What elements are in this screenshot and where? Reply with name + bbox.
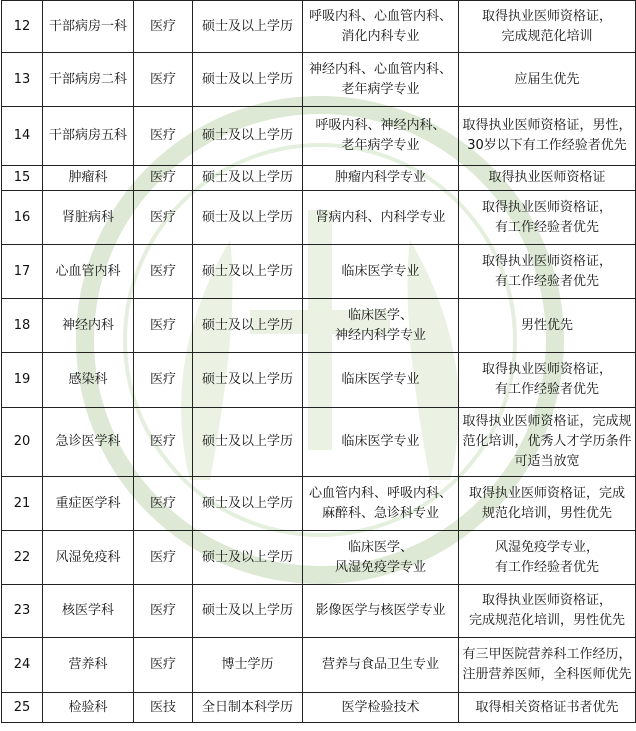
- education-cell: 硕士及以上学历: [193, 53, 303, 107]
- category-cell: 医疗: [134, 408, 193, 477]
- major-cell-line: 神经内科学专业: [334, 327, 426, 343]
- requirement-cell: [459, 531, 636, 585]
- education-cell: 硕士及以上学历: [193, 245, 303, 299]
- table-row: [2, 53, 636, 107]
- department-cell: 干部病房二科: [43, 53, 134, 107]
- education-cell: 硕士及以上学历: [193, 299, 303, 353]
- requirement-cell-line: 取得执业医师资格证，男性，: [462, 118, 632, 133]
- requirement-cell-line: 可适当放宽: [514, 454, 580, 469]
- category-cell: 医疗: [134, 53, 193, 107]
- table-row: [2, 299, 636, 353]
- major-cell: [303, 53, 459, 107]
- table-row: [2, 353, 636, 408]
- row-number-cell: 21: [2, 477, 43, 531]
- requirement-cell-line: 取得执业医师资格证，: [481, 593, 612, 608]
- row-number-cell: 22: [2, 531, 43, 585]
- category-cell: 医疗: [134, 245, 193, 299]
- requirement-cell: [459, 353, 636, 408]
- major-cell: [303, 299, 459, 353]
- major-cell-line: 神经内科、心血管内科、: [308, 61, 452, 77]
- major-cell: [303, 477, 459, 531]
- requirement-cell: [459, 299, 636, 353]
- table-row: [2, 531, 636, 585]
- requirement-cell-line: 取得执业医师资格证: [488, 170, 606, 185]
- table-row: [2, 1, 636, 53]
- table-row: [2, 638, 636, 693]
- major-cell-line: 营养与食品卫生专业: [321, 657, 439, 672]
- education-cell: 硕士及以上学历: [193, 408, 303, 477]
- table-row: [2, 693, 636, 723]
- department-cell: 神经内科: [43, 299, 134, 353]
- education-cell: 硕士及以上学历: [193, 531, 303, 585]
- major-cell-line: 麻醉科、急诊科专业: [321, 505, 439, 521]
- requirement-cell: [459, 638, 636, 693]
- requirement-cell: [459, 693, 636, 723]
- table-row: [2, 477, 636, 531]
- department-cell: 重症医学科: [43, 477, 134, 531]
- major-cell-line: 肾病内科、内科学专业: [315, 209, 446, 225]
- department-cell: 风湿免疫科: [43, 531, 134, 585]
- requirement-cell-line: 取得执业医师资格证，: [481, 8, 612, 24]
- major-cell-line: 心血管内科、呼吸内科、: [308, 485, 452, 501]
- category-cell: 医疗: [134, 353, 193, 408]
- requirement-cell-line: 有工作经验者优先: [494, 219, 599, 235]
- education-cell: 硕士及以上学历: [193, 166, 303, 191]
- table-row: [2, 245, 636, 299]
- education-cell: 硕士及以上学历: [193, 477, 303, 531]
- major-cell-line: 肿瘤内科学专业: [334, 170, 426, 185]
- education-cell: 硕士及以上学历: [193, 353, 303, 408]
- requirement-cell: [459, 107, 636, 166]
- department-cell: 核医学科: [43, 585, 134, 638]
- major-cell: [303, 166, 459, 191]
- row-number-cell: 18: [2, 299, 43, 353]
- requirement-cell-line: 有工作经验者优先: [494, 273, 599, 289]
- category-cell: 医疗: [134, 191, 193, 245]
- requirement-cell: [459, 191, 636, 245]
- table-row: [2, 107, 636, 166]
- major-cell-line: 临床医学、: [347, 539, 413, 555]
- requirement-cell-line: 完成规范化培训，男性优先: [468, 613, 625, 628]
- major-cell-line: 风湿免疫学专业: [334, 559, 426, 575]
- category-cell: 医疗: [134, 107, 193, 166]
- department-cell: 心血管内科: [43, 245, 134, 299]
- requirement-cell: [459, 477, 636, 531]
- category-cell: 医技: [134, 693, 193, 723]
- category-cell: 医疗: [134, 531, 193, 585]
- department-cell: 感染科: [43, 353, 134, 408]
- requirement-cell-line: 有工作经验者优先: [494, 559, 599, 575]
- category-cell: 医疗: [134, 1, 193, 53]
- category-cell: 医疗: [134, 638, 193, 693]
- education-cell: 硕士及以上学历: [193, 107, 303, 166]
- education-cell: 硕士及以上学历: [193, 191, 303, 245]
- requirement-cell: [459, 53, 636, 107]
- requirement-cell-line: 范化培训，优秀人才学历条件: [462, 434, 632, 449]
- requirement-cell: [459, 1, 636, 53]
- major-cell-line: 呼吸内科、神经内科、: [315, 118, 446, 133]
- major-cell: [303, 245, 459, 299]
- major-cell-line: 临床医学专业: [341, 372, 420, 387]
- major-cell-line: 老年病学专业: [341, 81, 420, 97]
- requirement-cell-line: 有工作经验者优先: [494, 382, 599, 397]
- requirement-cell-line: 注册营养医师，全科医师优先: [462, 667, 632, 682]
- major-cell-line: 临床医学专业: [341, 263, 420, 279]
- requirement-cell-line: 完成规范化培训: [501, 28, 593, 44]
- major-cell-line: 影像医学与核医学专业: [315, 603, 446, 618]
- education-cell: 博士学历: [193, 638, 303, 693]
- row-number-cell: 14: [2, 107, 43, 166]
- requirement-cell: [459, 166, 636, 191]
- major-cell-line: 老年病学专业: [341, 138, 420, 153]
- requirement-cell-line: 30岁以下有工作经验者优先: [467, 138, 627, 153]
- requirement-cell-line: 取得执业医师资格证，完成规: [462, 414, 632, 429]
- education-cell: 硕士及以上学历: [193, 1, 303, 53]
- major-cell: [303, 638, 459, 693]
- major-cell: [303, 107, 459, 166]
- requirement-cell-line: 取得执业医师资格证，完成: [468, 485, 625, 501]
- major-cell-line: 呼吸内科、心血管内科、: [308, 8, 452, 24]
- row-number-cell: 13: [2, 53, 43, 107]
- department-cell: 干部病房一科: [43, 1, 134, 53]
- table-row: [2, 585, 636, 638]
- row-number-cell: 17: [2, 245, 43, 299]
- major-cell: [303, 693, 459, 723]
- row-number-cell: 25: [2, 693, 43, 723]
- department-cell: 干部病房五科: [43, 107, 134, 166]
- table-row: [2, 408, 636, 477]
- department-cell: 急诊医学科: [43, 408, 134, 477]
- major-cell: [303, 408, 459, 477]
- education-cell: 硕士及以上学历: [193, 585, 303, 638]
- requirement-cell-line: 取得执业医师资格证，: [481, 199, 612, 215]
- major-cell: [303, 585, 459, 638]
- education-cell: 全日制本科学历: [193, 693, 303, 723]
- major-cell-line: 医学检验技术: [341, 699, 420, 715]
- requirement-cell: [459, 585, 636, 638]
- requirement-cell-line: 男性优先: [520, 317, 573, 333]
- table-row: [2, 166, 636, 191]
- department-cell: 营养科: [43, 638, 134, 693]
- requirement-cell-line: 风湿免疫学专业，: [494, 539, 599, 555]
- major-cell: [303, 353, 459, 408]
- major-cell: [303, 531, 459, 585]
- table-body: [2, 1, 636, 723]
- major-cell-line: 临床医学、: [347, 307, 413, 323]
- major-cell: [303, 1, 459, 53]
- requirement-cell-line: 应届生优先: [514, 71, 580, 87]
- department-cell: 肾脏病科: [43, 191, 134, 245]
- row-number-cell: 23: [2, 585, 43, 638]
- recruitment-table: [1, 0, 636, 723]
- category-cell: 医疗: [134, 299, 193, 353]
- requirement-cell: [459, 408, 636, 477]
- major-cell-line: 临床医学专业: [341, 434, 420, 449]
- row-number-cell: 12: [2, 1, 43, 53]
- requirement-cell-line: 有三甲医院营养科工作经历，: [462, 647, 632, 662]
- category-cell: 医疗: [134, 166, 193, 191]
- requirement-cell: [459, 245, 636, 299]
- requirement-cell-line: 规范化培训，男性优先: [481, 505, 612, 521]
- row-number-cell: 20: [2, 408, 43, 477]
- requirement-cell-line: 取得相关资格证书者优先: [475, 699, 619, 715]
- table-row: [2, 191, 636, 245]
- row-number-cell: 15: [2, 166, 43, 191]
- major-cell-line: 消化内科专业: [341, 28, 420, 44]
- row-number-cell: 16: [2, 191, 43, 245]
- row-number-cell: 19: [2, 353, 43, 408]
- requirement-cell-line: 取得执业医师资格证，: [481, 253, 612, 269]
- category-cell: 医疗: [134, 585, 193, 638]
- major-cell: [303, 191, 459, 245]
- row-number-cell: 24: [2, 638, 43, 693]
- requirement-cell-line: 取得执业医师资格证，: [481, 362, 612, 377]
- department-cell: 肿瘤科: [43, 166, 134, 191]
- category-cell: 医疗: [134, 477, 193, 531]
- department-cell: 检验科: [43, 693, 134, 723]
